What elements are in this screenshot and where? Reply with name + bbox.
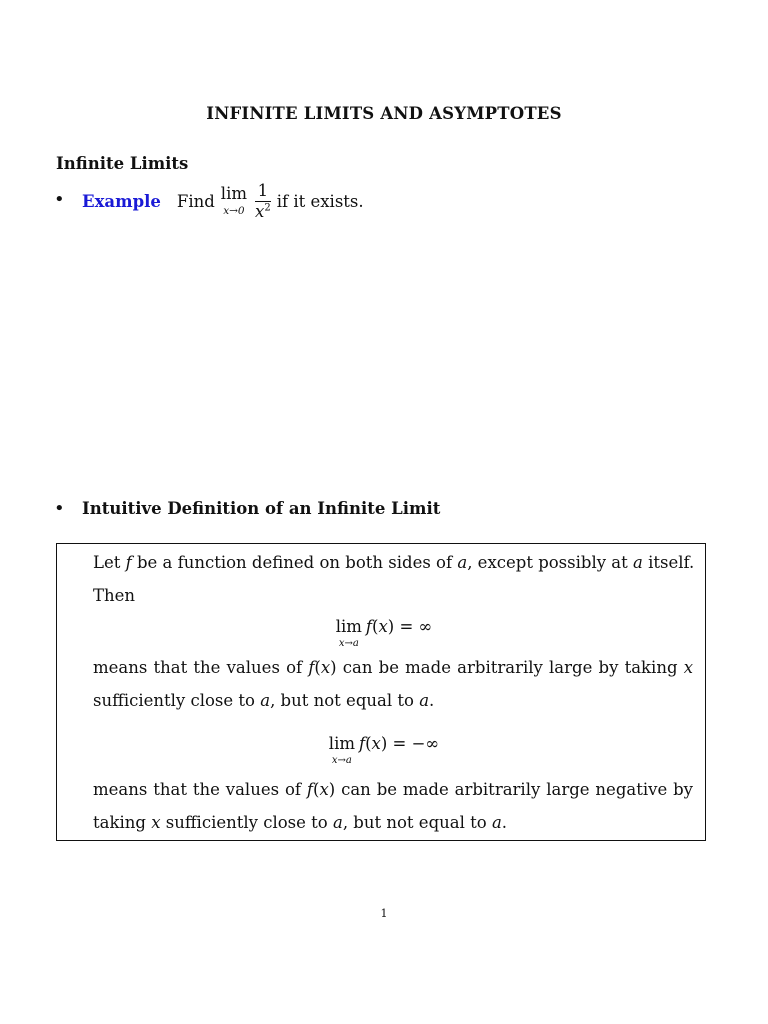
- denominator-exponent: 2: [264, 202, 271, 213]
- eq2-lim-subscript: x→a: [331, 754, 352, 766]
- example-row: [82, 178, 364, 224]
- lim-subscript: x→0: [223, 204, 245, 217]
- eq1-rhs: f(x) = ∞: [365, 617, 433, 636]
- eq1-limit-operator: [336, 619, 362, 649]
- page-number: 1: [380, 907, 388, 920]
- fraction: [255, 182, 271, 220]
- example-label: Example: [82, 191, 161, 211]
- bullet-example: •: [54, 189, 65, 210]
- example-prefix: Find: [176, 191, 215, 211]
- eq1-lim-word: lim: [335, 617, 362, 636]
- section-heading: Infinite Limits: [56, 154, 189, 173]
- equation-limit-infinity: [0, 619, 768, 649]
- definition-line-5: means that the values of f(x) can be made arbitrarily large negative by: [93, 780, 693, 799]
- definition-line-2: Then: [93, 586, 136, 605]
- limit-operator: [221, 186, 247, 216]
- definition-line-4: sufficiently close to a, but not equal to a.: [93, 691, 435, 710]
- definition-heading: Intuitive Definition of an Infinite Limit: [82, 499, 441, 518]
- lim-word: lim: [220, 184, 247, 203]
- fraction-denominator: [255, 203, 271, 220]
- example-suffix: if it exists.: [276, 191, 364, 211]
- definition-line-1: Let f be a function defined on both sides of a, except possibly at a itself.: [93, 553, 695, 572]
- bullet-definition: •: [54, 498, 65, 519]
- denominator-base: x: [255, 201, 265, 221]
- page-title: INFINITE LIMITS AND ASYMPTOTES: [206, 104, 562, 123]
- definition-line-6: taking x sufficiently close to a, but not equal to a.: [93, 813, 508, 832]
- eq1-lim-subscript: x→a: [338, 637, 359, 649]
- fraction-numerator: 1: [257, 181, 269, 201]
- definition-line-3: means that the values of f(x) can be made arbitrarily large by taking x: [93, 658, 693, 677]
- equation-limit-neg-infinity: [0, 736, 768, 766]
- eq2-lim-word: lim: [328, 734, 355, 753]
- eq2-rhs: f(x) = −∞: [359, 734, 440, 753]
- eq2-limit-operator: [329, 736, 355, 766]
